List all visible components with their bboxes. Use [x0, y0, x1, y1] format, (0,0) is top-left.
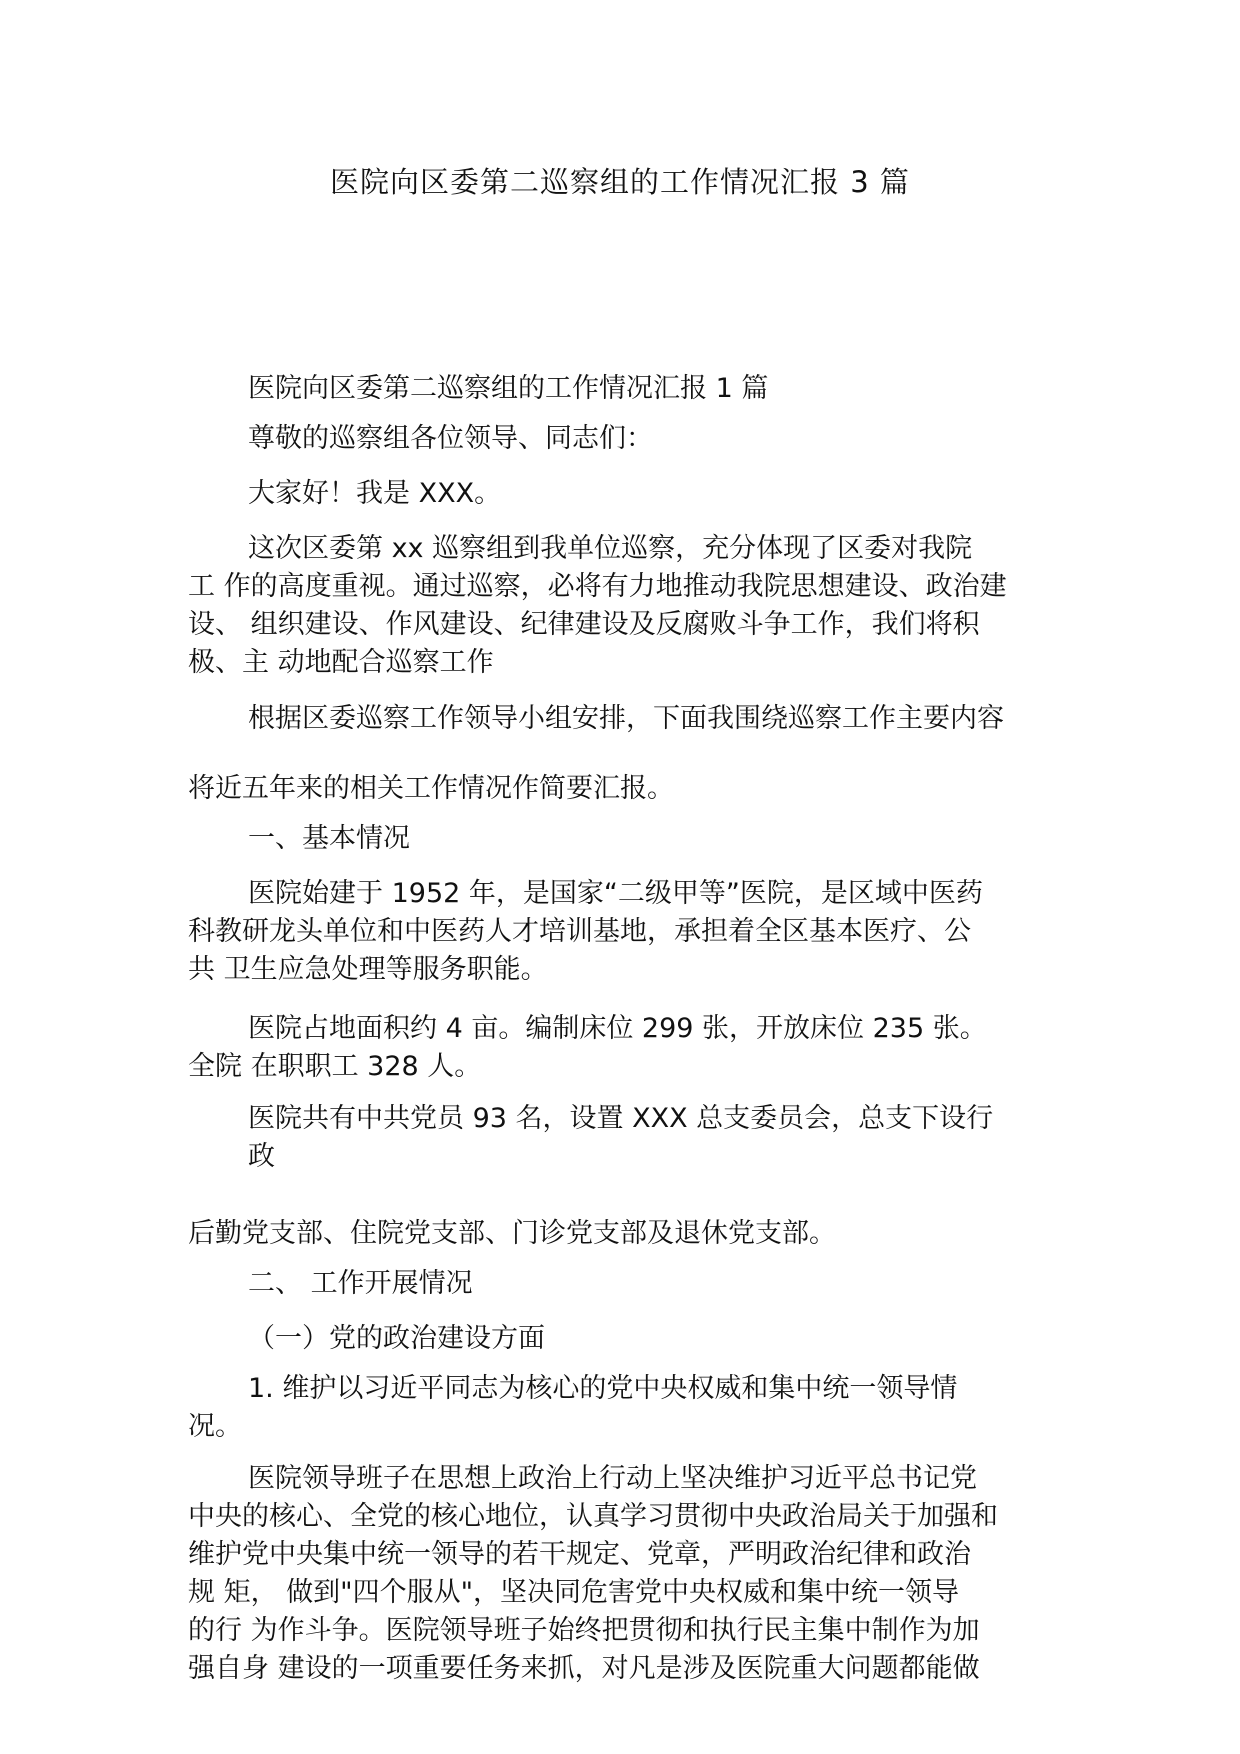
paragraph-line: 大家好！我是 XXX。 — [248, 478, 502, 509]
paragraph-line: 医院始建于 1952 年，是国家“二级甲等”医院，是区域中医药 — [248, 878, 983, 909]
paragraph — [188, 1215, 1068, 1253]
paragraph — [188, 1010, 1068, 1086]
paragraph-line: 况。 — [188, 1411, 242, 1442]
paragraph — [188, 370, 1068, 408]
paragraph-line: 这次区委第 xx 巡察组到我单位巡察，充分体现了区委对我院 — [248, 533, 973, 564]
paragraph-line: 尊敬的巡察组各位领导、同志们： — [248, 423, 653, 454]
paragraph-line: 医院占地面积约 4 亩。编制床位 299 张，开放床位 235 张。 — [248, 1013, 987, 1044]
paragraph — [188, 820, 1068, 858]
paragraph-line: 一、基本情况 — [248, 823, 410, 854]
paragraph — [188, 1320, 1068, 1358]
paragraph-line: 后勤党支部、住院党支部、门诊党支部及退休党支部。 — [188, 1218, 836, 1249]
paragraph-line: 工 作的高度重视。通过巡察，必将有力地推动我院思想建设、政治建 — [188, 571, 1007, 602]
paragraph-line: 强自身 建设的一项重要任务来抓，对凡是涉及医院重大问题都能做 — [188, 1653, 980, 1684]
paragraph-line: 将近五年来的相关工作情况作简要汇报。 — [188, 773, 674, 804]
paragraph-line: 共 卫生应急处理等服务职能。 — [188, 954, 548, 985]
paragraph-line: 中央的核心、全党的核心地位，认真学习贯彻中央政治局关于加强和 — [188, 1501, 998, 1532]
paragraph-line: 医院领导班子在思想上政治上行动上坚决维护习近平总书记党 — [248, 1463, 977, 1494]
paragraph-line: 医院向区委第二巡察组的工作情况汇报 1 篇 — [248, 373, 769, 404]
paragraph — [188, 1100, 1068, 1176]
paragraph — [188, 475, 1068, 513]
paragraph-line: 科教研龙头单位和中医药人才培训基地，承担着全区基本医疗、公 — [188, 916, 971, 947]
paragraph — [188, 1460, 1068, 1688]
paragraph-line: 医院共有中共党员 93 名，设置 XXX 总支委员会，总支下设行 — [248, 1103, 994, 1134]
paragraph — [188, 770, 1068, 808]
paragraph-line: 极、主 动地配合巡察工作 — [188, 647, 494, 678]
paragraph — [188, 420, 1068, 458]
paragraph — [188, 1370, 1068, 1446]
paragraph — [188, 530, 1068, 682]
document-title: 医院向区委第二巡察组的工作情况汇报 3 篇 — [330, 165, 910, 199]
paragraph-line: 二、 工作开展情况 — [248, 1268, 473, 1299]
paragraph-line: 全院 在职职工 328 人。 — [188, 1051, 482, 1082]
paragraph — [188, 1265, 1068, 1303]
paragraph-line: 规 矩， 做到"四个服从"，坚决同危害党中央权威和集中统一领导 — [188, 1577, 960, 1608]
paragraph — [188, 700, 1068, 738]
paragraph-line: （一）党的政治建设方面 — [248, 1323, 545, 1354]
paragraph-line: 根据区委巡察工作领导小组安排，下面我围绕巡察工作主要内容 — [248, 703, 1004, 734]
paragraph-line: 的行 为作斗争。医院领导班子始终把贯彻和执行民主集中制作为加 — [188, 1615, 980, 1646]
paragraph-line: 1. 维护以习近平同志为核心的党中央权威和集中统一领导情 — [248, 1373, 958, 1404]
paragraph-line: 维护党中央集中统一领导的若干规定、党章，严明政治纪律和政治 — [188, 1539, 971, 1570]
paragraph — [188, 875, 1068, 989]
paragraph-line: 政 — [248, 1141, 275, 1172]
paragraph-line: 设、 组织建设、作风建设、纪律建设及反腐败斗争工作，我们将积 — [188, 609, 980, 640]
